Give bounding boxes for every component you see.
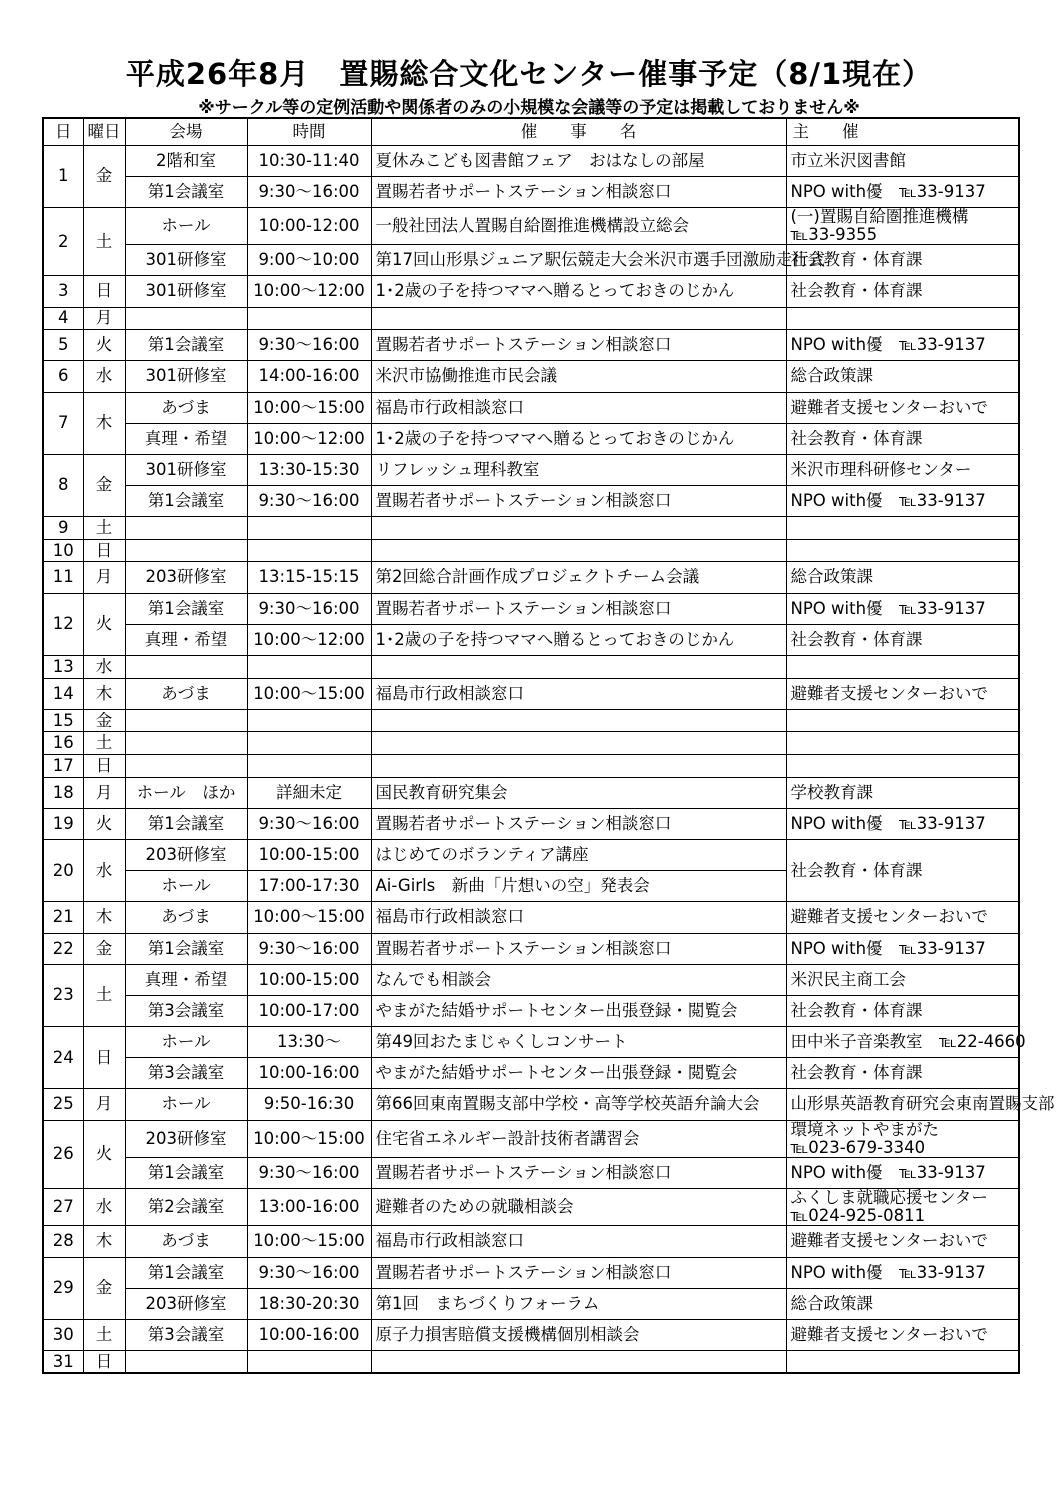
table-row bbox=[43, 964, 1019, 995]
organizer-cell: NPO with優 ℡33-9137 bbox=[786, 1257, 1019, 1288]
weekday-cell: 土 bbox=[83, 732, 125, 755]
table-row bbox=[43, 454, 1019, 485]
event-name-cell: 置賜若者サポートステーション相談窓口 bbox=[371, 593, 786, 624]
weekday-cell: 日 bbox=[83, 1027, 125, 1089]
venue-cell: ホール bbox=[125, 1089, 247, 1120]
organizer-cell: (一)置賜自給圏推進機構 ℡33-9355 bbox=[786, 207, 1019, 244]
event-name-cell: 夏休みこども図書館フェア おはなしの部屋 bbox=[371, 145, 786, 176]
time-cell: 10:00～15:00 bbox=[247, 1226, 371, 1257]
venue-cell: 第3会議室 bbox=[125, 1319, 247, 1350]
table-row bbox=[43, 1257, 1019, 1288]
event-name-cell bbox=[371, 539, 786, 562]
time-cell: 10:00-15:00 bbox=[247, 964, 371, 995]
weekday-cell: 日 bbox=[83, 1351, 125, 1374]
event-name-cell: やまがた結婚サポートセンター出張登録・閲覧会 bbox=[371, 1058, 786, 1089]
organizer-cell: NPO with優 ℡33-9137 bbox=[786, 593, 1019, 624]
weekday-cell: 日 bbox=[83, 539, 125, 562]
table-row bbox=[43, 593, 1019, 624]
day-cell: 15 bbox=[43, 709, 83, 732]
day-cell: 1 bbox=[43, 145, 83, 207]
event-name-cell: 福島市行政相談窓口 bbox=[371, 392, 786, 423]
event-name-cell bbox=[371, 307, 786, 330]
event-name-cell bbox=[371, 754, 786, 777]
venue-cell: 203研修室 bbox=[125, 562, 247, 593]
organizer-cell: 総合政策課 bbox=[786, 361, 1019, 392]
venue-cell: ホール bbox=[125, 1027, 247, 1058]
day-cell: 8 bbox=[43, 454, 83, 516]
table-row bbox=[43, 678, 1019, 709]
schedule-table bbox=[42, 117, 1055, 1374]
time-cell: 9:50-16:30 bbox=[247, 1089, 371, 1120]
col-header-organizer: 主 催 bbox=[786, 118, 1019, 145]
day-cell: 14 bbox=[43, 678, 83, 709]
venue-cell: 第1会議室 bbox=[125, 1157, 247, 1188]
col-header-event: 催 事 名 bbox=[371, 118, 786, 145]
event-name-cell: 置賜若者サポートステーション相談窓口 bbox=[371, 808, 786, 839]
weekday-cell: 水 bbox=[83, 656, 125, 679]
time-cell: 10:00～15:00 bbox=[247, 392, 371, 423]
day-cell: 28 bbox=[43, 1226, 83, 1257]
time-cell: 9:30～16:00 bbox=[247, 330, 371, 361]
event-name-cell: 置賜若者サポートステーション相談窓口 bbox=[371, 933, 786, 964]
time-cell bbox=[247, 754, 371, 777]
time-cell: 17:00-17:30 bbox=[247, 871, 371, 902]
time-cell: 10:00-17:00 bbox=[247, 995, 371, 1026]
venue-cell: 203研修室 bbox=[125, 1120, 247, 1157]
table-row bbox=[43, 361, 1019, 392]
time-cell: 13:30-15:30 bbox=[247, 454, 371, 485]
table-row bbox=[43, 1351, 1019, 1374]
table-row bbox=[43, 1058, 1019, 1089]
weekday-cell: 土 bbox=[83, 207, 125, 275]
weekday-cell: 金 bbox=[83, 709, 125, 732]
venue-cell: あづま bbox=[125, 392, 247, 423]
event-name-cell bbox=[371, 656, 786, 679]
day-cell: 21 bbox=[43, 902, 83, 933]
organizer-cell: 市立米沢図書館 bbox=[786, 145, 1019, 176]
day-cell: 7 bbox=[43, 392, 83, 454]
day-cell: 24 bbox=[43, 1027, 83, 1089]
venue-cell: 真理・希望 bbox=[125, 423, 247, 454]
time-cell: 10:00-16:00 bbox=[247, 1058, 371, 1089]
event-name-cell bbox=[371, 709, 786, 732]
organizer-cell: 避難者支援センターおいで bbox=[786, 392, 1019, 423]
event-name-cell: 国民教育研究集会 bbox=[371, 777, 786, 808]
venue-cell: あづま bbox=[125, 902, 247, 933]
table-row bbox=[43, 176, 1019, 207]
event-name-cell: Ai-Girls 新曲「片想いの空」発表会 bbox=[371, 871, 786, 902]
table-row bbox=[43, 307, 1019, 330]
venue-cell bbox=[125, 732, 247, 755]
table-row bbox=[43, 486, 1019, 517]
organizer-cell: NPO with優 ℡33-9137 bbox=[786, 330, 1019, 361]
venue-cell: 2階和室 bbox=[125, 145, 247, 176]
weekday-cell: 木 bbox=[83, 392, 125, 454]
time-cell: 10:00-16:00 bbox=[247, 1319, 371, 1350]
event-name-cell: 一般社団法人置賜自給圏推進機構設立総会 bbox=[371, 207, 786, 244]
event-name-cell: 1･2歳の子を持つママへ贈るとっておきのじかん bbox=[371, 624, 786, 655]
organizer-cell bbox=[786, 656, 1019, 679]
time-cell: 10:00～12:00 bbox=[247, 276, 371, 307]
table-row bbox=[43, 539, 1019, 562]
event-name-cell bbox=[371, 517, 786, 540]
venue-cell: ホール bbox=[125, 871, 247, 902]
weekday-cell: 火 bbox=[83, 330, 125, 361]
page-subtitle: ※サークル等の定例活動や関係者のみの小規模な会議等の予定は掲載しておりません※ bbox=[198, 98, 860, 118]
day-cell: 12 bbox=[43, 593, 83, 655]
time-cell: 10:00～15:00 bbox=[247, 902, 371, 933]
event-name-cell: 第2回総合計画作成プロジェクトチーム会議 bbox=[371, 562, 786, 593]
venue-cell bbox=[125, 754, 247, 777]
time-cell: 10:30-11:40 bbox=[247, 145, 371, 176]
event-name-cell: 福島市行政相談窓口 bbox=[371, 678, 786, 709]
day-cell: 3 bbox=[43, 276, 83, 307]
day-cell: 5 bbox=[43, 330, 83, 361]
table-row bbox=[43, 1189, 1019, 1226]
weekday-cell: 金 bbox=[83, 145, 125, 207]
organizer-cell: 山形県英語教育研究会東南置賜支部 bbox=[786, 1089, 1019, 1120]
event-name-cell: 福島市行政相談窓口 bbox=[371, 1226, 786, 1257]
organizer-cell: 避難者支援センターおいで bbox=[786, 1226, 1019, 1257]
table-row bbox=[43, 562, 1019, 593]
time-cell: 9:30～16:00 bbox=[247, 1157, 371, 1188]
day-cell: 10 bbox=[43, 539, 83, 562]
table-row bbox=[43, 839, 1019, 870]
time-cell bbox=[247, 656, 371, 679]
venue-cell: 第3会議室 bbox=[125, 1058, 247, 1089]
table-row bbox=[43, 276, 1019, 307]
organizer-cell: NPO with優 ℡33-9137 bbox=[786, 176, 1019, 207]
time-cell: 10:00～15:00 bbox=[247, 678, 371, 709]
weekday-cell: 火 bbox=[83, 593, 125, 655]
organizer-cell: 社会教育・体育課 bbox=[786, 423, 1019, 454]
weekday-cell: 土 bbox=[83, 1319, 125, 1350]
event-name-cell bbox=[371, 1351, 786, 1374]
day-cell: 4 bbox=[43, 307, 83, 330]
weekday-cell: 金 bbox=[83, 454, 125, 516]
event-name-cell: やまがた結婚サポートセンター出張登録・閲覧会 bbox=[371, 995, 786, 1026]
weekday-cell: 水 bbox=[83, 361, 125, 392]
organizer-cell: 学校教育課 bbox=[786, 777, 1019, 808]
time-cell: 9:30～16:00 bbox=[247, 486, 371, 517]
organizer-cell: 社会教育・体育課 bbox=[786, 624, 1019, 655]
table-row bbox=[43, 1319, 1019, 1350]
day-cell: 22 bbox=[43, 933, 83, 964]
organizer-cell: 社会教育・体育課 bbox=[786, 276, 1019, 307]
day-cell: 16 bbox=[43, 732, 83, 755]
weekday-cell: 日 bbox=[83, 754, 125, 777]
time-cell: 10:00-15:00 bbox=[247, 839, 371, 870]
day-cell: 25 bbox=[43, 1089, 83, 1120]
venue-cell: 203研修室 bbox=[125, 839, 247, 870]
venue-cell bbox=[125, 517, 247, 540]
venue-cell: 第1会議室 bbox=[125, 933, 247, 964]
organizer-cell: 避難者支援センターおいで bbox=[786, 1319, 1019, 1350]
table-row bbox=[43, 1089, 1019, 1120]
page-title: 平成26年8月 置賜総合文化センター催事予定（8/1現在） bbox=[125, 57, 933, 91]
venue-cell: 第1会議室 bbox=[125, 330, 247, 361]
weekday-cell: 金 bbox=[83, 1257, 125, 1319]
venue-cell: ホール bbox=[125, 207, 247, 244]
event-name-cell: 住宅省エネルギー設計技術者講習会 bbox=[371, 1120, 786, 1157]
day-cell: 19 bbox=[43, 808, 83, 839]
day-cell: 17 bbox=[43, 754, 83, 777]
venue-cell: 第1会議室 bbox=[125, 593, 247, 624]
event-name-cell: リフレッシュ理科教室 bbox=[371, 454, 786, 485]
table-row bbox=[43, 709, 1019, 732]
col-header-weekday: 曜日 bbox=[83, 118, 125, 145]
venue-cell: 301研修室 bbox=[125, 361, 247, 392]
col-header-day: 日 bbox=[43, 118, 83, 145]
venue-cell bbox=[125, 539, 247, 562]
time-cell bbox=[247, 732, 371, 755]
weekday-cell: 月 bbox=[83, 562, 125, 593]
table-row bbox=[43, 1157, 1019, 1188]
time-cell: 9:00～10:00 bbox=[247, 245, 371, 276]
event-name-cell: 第1回 まちづくりフォーラム bbox=[371, 1288, 786, 1319]
event-name-cell: 第49回おたまじゃくしコンサート bbox=[371, 1027, 786, 1058]
col-header-venue: 会場 bbox=[125, 118, 247, 145]
weekday-cell: 木 bbox=[83, 1226, 125, 1257]
weekday-cell: 月 bbox=[83, 1089, 125, 1120]
table-row bbox=[43, 245, 1019, 276]
table-row bbox=[43, 656, 1019, 679]
event-name-cell: 米沢市協働推進市民会議 bbox=[371, 361, 786, 392]
venue-cell: 第1会議室 bbox=[125, 486, 247, 517]
venue-cell: 第3会議室 bbox=[125, 995, 247, 1026]
venue-cell bbox=[125, 709, 247, 732]
time-cell: 18:30-20:30 bbox=[247, 1288, 371, 1319]
venue-cell bbox=[125, 307, 247, 330]
event-name-cell: 置賜若者サポートステーション相談窓口 bbox=[371, 176, 786, 207]
table-row bbox=[43, 145, 1019, 176]
organizer-cell: 総合政策課 bbox=[786, 1288, 1019, 1319]
time-cell bbox=[247, 539, 371, 562]
weekday-cell: 月 bbox=[83, 777, 125, 808]
organizer-cell: 避難者支援センターおいで bbox=[786, 678, 1019, 709]
time-cell: 9:30～16:00 bbox=[247, 933, 371, 964]
organizer-cell bbox=[786, 709, 1019, 732]
weekday-cell: 木 bbox=[83, 678, 125, 709]
venue-cell: 第1会議室 bbox=[125, 808, 247, 839]
time-cell: 10:00～12:00 bbox=[247, 423, 371, 454]
day-cell: 9 bbox=[43, 517, 83, 540]
organizer-cell: 総合政策課 bbox=[786, 562, 1019, 593]
event-name-cell: 置賜若者サポートステーション相談窓口 bbox=[371, 1257, 786, 1288]
table-row bbox=[43, 933, 1019, 964]
event-name-cell: 置賜若者サポートステーション相談窓口 bbox=[371, 1157, 786, 1188]
table-row bbox=[43, 732, 1019, 755]
table-row bbox=[43, 1120, 1019, 1157]
venue-cell bbox=[125, 1351, 247, 1374]
table-row bbox=[43, 1288, 1019, 1319]
table-row bbox=[43, 902, 1019, 933]
weekday-cell: 水 bbox=[83, 1189, 125, 1226]
organizer-cell bbox=[786, 517, 1019, 540]
organizer-cell bbox=[786, 754, 1019, 777]
time-cell: 14:00-16:00 bbox=[247, 361, 371, 392]
time-cell: 詳細未定 bbox=[247, 777, 371, 808]
organizer-cell: 避難者支援センターおいで bbox=[786, 902, 1019, 933]
weekday-cell: 日 bbox=[83, 276, 125, 307]
organizer-cell: NPO with優 ℡33-9137 bbox=[786, 933, 1019, 964]
table-row bbox=[43, 624, 1019, 655]
venue-cell: 真理・希望 bbox=[125, 624, 247, 655]
day-cell: 2 bbox=[43, 207, 83, 275]
day-cell: 6 bbox=[43, 361, 83, 392]
time-cell bbox=[247, 307, 371, 330]
event-name-cell: はじめてのボランティア講座 bbox=[371, 839, 786, 870]
venue-cell: 真理・希望 bbox=[125, 964, 247, 995]
venue-cell: 第1会議室 bbox=[125, 176, 247, 207]
day-cell: 23 bbox=[43, 964, 83, 1026]
table-row bbox=[43, 754, 1019, 777]
day-cell: 18 bbox=[43, 777, 83, 808]
event-name-cell bbox=[371, 732, 786, 755]
venue-cell: 301研修室 bbox=[125, 276, 247, 307]
venue-cell: 301研修室 bbox=[125, 245, 247, 276]
organizer-cell bbox=[786, 307, 1019, 330]
day-cell: 30 bbox=[43, 1319, 83, 1350]
venue-cell: 第1会議室 bbox=[125, 1257, 247, 1288]
organizer-cell: NPO with優 ℡33-9137 bbox=[786, 808, 1019, 839]
weekday-cell: 水 bbox=[83, 839, 125, 901]
venue-cell: 第2会議室 bbox=[125, 1189, 247, 1226]
day-cell: 29 bbox=[43, 1257, 83, 1319]
weekday-cell: 木 bbox=[83, 902, 125, 933]
event-name-cell: 避難者のための就職相談会 bbox=[371, 1189, 786, 1226]
day-cell: 13 bbox=[43, 656, 83, 679]
header-row bbox=[43, 118, 1019, 145]
venue-cell: あづま bbox=[125, 678, 247, 709]
time-cell: 13:30～ bbox=[247, 1027, 371, 1058]
event-name-cell: 第66回東南置賜支部中学校・高等学校英語弁論大会 bbox=[371, 1089, 786, 1120]
table-row bbox=[43, 392, 1019, 423]
organizer-cell bbox=[786, 1351, 1019, 1374]
organizer-cell: 社会教育・体育課 bbox=[786, 839, 1019, 901]
weekday-cell: 土 bbox=[83, 517, 125, 540]
event-name-cell: 1･2歳の子を持つママへ贈るとっておきのじかん bbox=[371, 276, 786, 307]
table-row bbox=[43, 777, 1019, 808]
time-cell: 9:30～16:00 bbox=[247, 1257, 371, 1288]
organizer-cell bbox=[786, 732, 1019, 755]
time-cell: 9:30～16:00 bbox=[247, 593, 371, 624]
table-row bbox=[43, 423, 1019, 454]
venue-cell bbox=[125, 656, 247, 679]
event-name-cell: 置賜若者サポートステーション相談窓口 bbox=[371, 486, 786, 517]
organizer-cell: 米沢市理科研修センター bbox=[786, 454, 1019, 485]
weekday-cell: 土 bbox=[83, 964, 125, 1026]
table-row bbox=[43, 330, 1019, 361]
time-cell: 9:30～16:00 bbox=[247, 176, 371, 207]
day-cell: 20 bbox=[43, 839, 83, 901]
time-cell: 10:00-12:00 bbox=[247, 207, 371, 244]
weekday-cell: 火 bbox=[83, 808, 125, 839]
table-row bbox=[43, 1226, 1019, 1257]
event-name-cell: 福島市行政相談窓口 bbox=[371, 902, 786, 933]
col-header-time: 時間 bbox=[247, 118, 371, 145]
time-cell bbox=[247, 517, 371, 540]
organizer-cell: 田中米子音楽教室 ℡22-4660 bbox=[786, 1027, 1019, 1058]
weekday-cell: 金 bbox=[83, 933, 125, 964]
time-cell: 10:00～12:00 bbox=[247, 624, 371, 655]
time-cell: 10:00～15:00 bbox=[247, 1120, 371, 1157]
organizer-cell: 米沢民主商工会 bbox=[786, 964, 1019, 995]
event-name-cell: 置賜若者サポートステーション相談窓口 bbox=[371, 330, 786, 361]
time-cell: 9:30～16:00 bbox=[247, 808, 371, 839]
venue-cell: ホール ほか bbox=[125, 777, 247, 808]
weekday-cell: 火 bbox=[83, 1120, 125, 1188]
event-name-cell: 第17回山形県ジュニア駅伝競走大会米沢市選手団激励走行式 bbox=[371, 245, 786, 276]
event-name-cell: 原子力損害賠償支援機構個別相談会 bbox=[371, 1319, 786, 1350]
day-cell: 31 bbox=[43, 1351, 83, 1374]
time-cell: 13:15-15:15 bbox=[247, 562, 371, 593]
organizer-cell: NPO with優 ℡33-9137 bbox=[786, 486, 1019, 517]
time-cell: 13:00-16:00 bbox=[247, 1189, 371, 1226]
organizer-cell: 社会教育・体育課 bbox=[786, 1058, 1019, 1089]
day-cell: 11 bbox=[43, 562, 83, 593]
organizer-cell: 環境ネットやまがた ℡023-679-3340 bbox=[786, 1120, 1019, 1157]
table-row bbox=[43, 207, 1019, 244]
venue-cell: 301研修室 bbox=[125, 454, 247, 485]
organizer-cell: ふくしま就職応援センター ℡024-925-0811 bbox=[786, 1189, 1019, 1226]
table-row bbox=[43, 995, 1019, 1026]
table-row bbox=[43, 808, 1019, 839]
time-cell bbox=[247, 1351, 371, 1374]
event-name-cell: なんでも相談会 bbox=[371, 964, 786, 995]
venue-cell: あづま bbox=[125, 1226, 247, 1257]
venue-cell: 203研修室 bbox=[125, 1288, 247, 1319]
day-cell: 27 bbox=[43, 1189, 83, 1226]
table-row bbox=[43, 517, 1019, 540]
organizer-cell: 社会教育・体育課 bbox=[786, 245, 1019, 276]
time-cell bbox=[247, 709, 371, 732]
organizer-cell bbox=[786, 539, 1019, 562]
event-name-cell: 1･2歳の子を持つママへ贈るとっておきのじかん bbox=[371, 423, 786, 454]
day-cell: 26 bbox=[43, 1120, 83, 1188]
weekday-cell: 月 bbox=[83, 307, 125, 330]
organizer-cell: NPO with優 ℡33-9137 bbox=[786, 1157, 1019, 1188]
table-row bbox=[43, 1027, 1019, 1058]
organizer-cell: 社会教育・体育課 bbox=[786, 995, 1019, 1026]
